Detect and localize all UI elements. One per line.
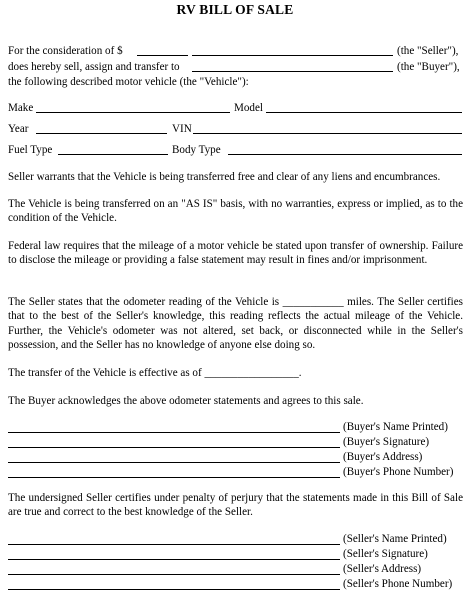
odometer-paragraph bbox=[8, 295, 463, 352]
seller-signature-line[interactable] bbox=[8, 559, 340, 560]
buyer-name-label: (Buyer's Name Printed) bbox=[343, 421, 448, 433]
seller-signature-label: (Seller's Signature) bbox=[343, 548, 428, 560]
buyer-acknowledgement-paragraph: The Buyer acknowledges the above odometer statements and agrees to this sale. bbox=[8, 395, 364, 407]
seller-label: (the "Seller"), bbox=[397, 45, 459, 57]
seller-name-field[interactable] bbox=[192, 55, 393, 56]
price-field[interactable] bbox=[137, 55, 188, 56]
federal-law-paragraph: Federal law requires that the mileage of a motor vehicle be stated upon transfer of ownership. Failure to disclose the mileage or providing a false statement may result in fines and/or imprisonment. bbox=[8, 240, 463, 267]
effective-period: . bbox=[298, 367, 302, 379]
buyer-address-line[interactable] bbox=[8, 462, 340, 463]
year-label: Year bbox=[8, 123, 29, 135]
seller-address-label: (Seller's Address) bbox=[343, 563, 422, 575]
as-is-paragraph: The Vehicle is being transferred on an "AS IS" basis, with no warranties, express or implied, as to the condition of the Vehicle. bbox=[8, 198, 463, 225]
buyer-address-label: (Buyer's Address) bbox=[343, 451, 423, 463]
seller-certification-paragraph: The undersigned Seller certifies under penalty of perjury that the statements made in this Bill of Sale are true and correct to the best knowledge of the Seller. bbox=[8, 492, 463, 519]
year-field[interactable] bbox=[36, 133, 167, 134]
fuel-type-label: Fuel Type bbox=[8, 144, 53, 156]
vehicle-intro-text: the following described motor vehicle (the "Vehicle"): bbox=[8, 76, 249, 88]
buyer-phone-line[interactable] bbox=[8, 477, 340, 478]
effective-text: The transfer of the Vehicle is effective as of bbox=[8, 367, 202, 379]
seller-address-line[interactable] bbox=[8, 574, 340, 575]
body-type-label: Body Type bbox=[172, 144, 221, 156]
vin-label: VIN bbox=[172, 123, 192, 135]
effective-date-field[interactable]: _________________ bbox=[204, 367, 299, 379]
seller-phone-label: (Seller's Phone Number) bbox=[343, 578, 453, 590]
effective-date-paragraph bbox=[8, 366, 463, 380]
make-label: Make bbox=[8, 102, 34, 114]
make-field[interactable] bbox=[36, 112, 230, 113]
fuel-type-field[interactable] bbox=[58, 154, 168, 155]
buyer-phone-label: (Buyer's Phone Number) bbox=[343, 466, 454, 478]
buyer-label: (the "Buyer"), bbox=[397, 61, 460, 73]
buyer-name-line[interactable] bbox=[8, 432, 340, 433]
vin-field[interactable] bbox=[193, 133, 462, 134]
consideration-text: For the consideration of $ bbox=[8, 45, 123, 57]
odometer-text-rest: miles. The Seller certifies that to the best of the Seller's knowledge, this reading reflects the actual mileage of the Vehicle. Further, the Vehicle's odometer was not altered, set back, or disconnected while in the Seller's possession, and the Seller has no knowledge of anyone else doing so. bbox=[8, 296, 463, 351]
model-field[interactable] bbox=[266, 112, 462, 113]
seller-name-label: (Seller's Name Printed) bbox=[343, 533, 447, 545]
odometer-text-start: The Seller states that the odometer reading of the Vehicle is bbox=[8, 296, 280, 308]
seller-phone-line[interactable] bbox=[8, 589, 340, 590]
buyer-signature-label: (Buyer's Signature) bbox=[343, 436, 430, 448]
liens-paragraph: Seller warrants that the Vehicle is being transferred free and clear of any liens and encumbrances. bbox=[8, 171, 441, 183]
document-title: RV BILL OF SALE bbox=[176, 2, 294, 17]
odometer-reading-field[interactable]: ___________ bbox=[282, 296, 344, 308]
seller-name-line[interactable] bbox=[8, 544, 340, 545]
buyer-signature-line[interactable] bbox=[8, 447, 340, 448]
model-label: Model bbox=[234, 102, 263, 114]
transfer-text: does hereby sell, assign and transfer to bbox=[8, 61, 180, 73]
body-type-field[interactable] bbox=[228, 154, 462, 155]
buyer-name-field[interactable] bbox=[192, 71, 393, 72]
